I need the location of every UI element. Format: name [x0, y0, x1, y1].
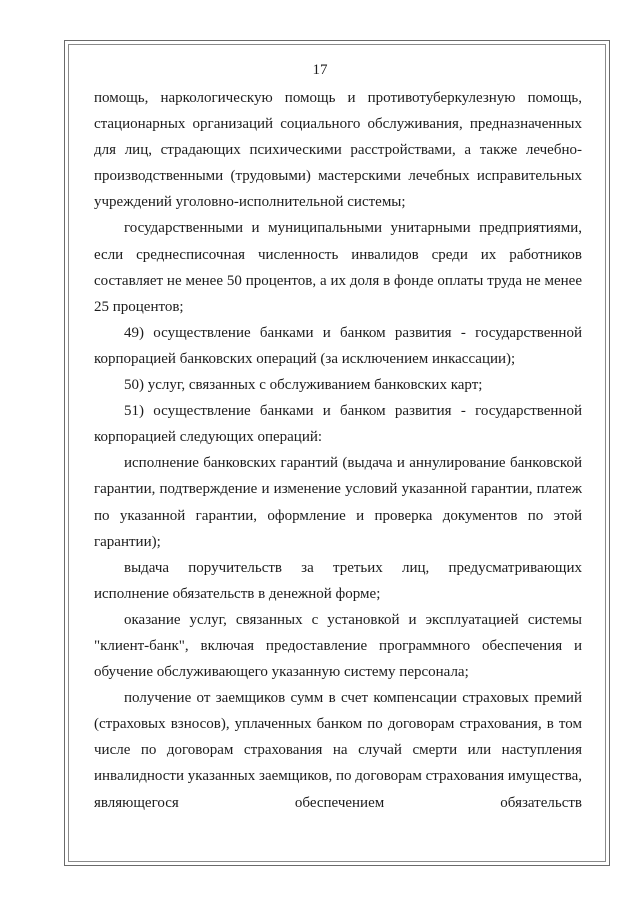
paragraph: государственными и муниципальными унитарными предприятиями, если среднесписочная численность инвалидов среди их работников составляет не менее 50 процентов, а их доля в фонде оплаты труда не менее 25 процентов;	[94, 220, 582, 315]
paragraph: помощь, наркологическую помощь и противотуберкулезную помощь, стационарных организаций социального обслуживания, предназначенных для лиц, страдающих психическими расстройствами, а также лечебно-производственными (трудовыми) мастерскими лечебных исправительных учреждений уголовно-исполнительной системы;	[94, 90, 582, 211]
paragraph: исполнение банковских гарантий (выдача и аннулирование банковской гарантии, подтверждение и изменение условий указанной гарантии, платеж по указанной гарантии, оформление и проверка документов по этой гарантии);	[94, 455, 582, 550]
document-body	[94, 85, 582, 816]
paragraph: получение от заемщиков сумм в счет компенсации страховых премий (страховых взносов), уплаченных банком по договорам страхования, в том числе по договорам страхования на случай смерти или наступления инвалидности указанных заемщиков, по договорам страхования имущества, являющегося обеспечением обязательств	[94, 690, 582, 811]
page-number: 17	[312, 62, 328, 78]
paragraph: 49) осуществление банками и банком развития - государственной корпорацией банковских операций (за исключением инкассации);	[94, 324, 582, 367]
paragraph: 50) услуг, связанных с обслуживанием банковских карт;	[124, 377, 483, 394]
paragraph: оказание услуг, связанных с установкой и эксплуатацией системы "клиент-банк", включая предоставление программного обеспечения и обучение обслуживающего указанную систему персонала;	[94, 611, 582, 681]
paragraph: 51) осуществление банками и банком развития - государственной корпорацией следующих операций:	[94, 403, 582, 446]
paragraph: выдача поручительств за третьих лиц, предусматривающих исполнение обязательств в денежной форме;	[94, 559, 582, 602]
